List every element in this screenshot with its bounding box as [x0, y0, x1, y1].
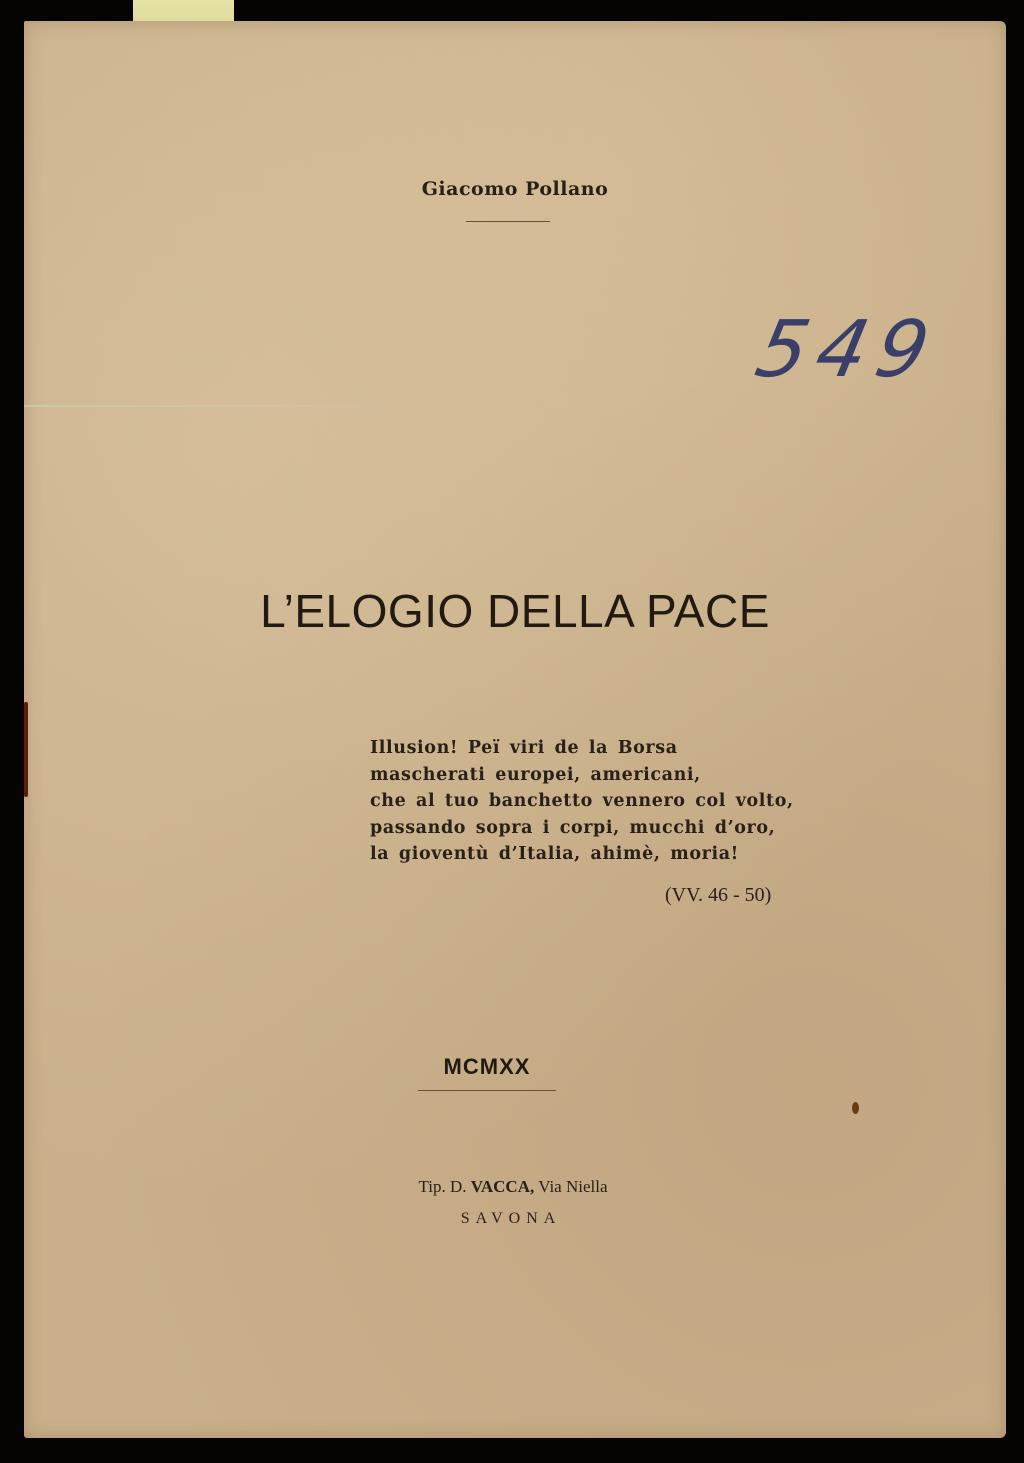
epigraph-reference: (VV. 46 - 50) [665, 884, 772, 906]
epigraph-line: passando sopra i corpi, mucchi d’oro, [370, 817, 776, 838]
author-name: Giacomo Pollano [421, 178, 609, 200]
fold-line [24, 405, 424, 407]
printer-address: Via Niella [538, 1177, 608, 1196]
publication-year: MCMXX [443, 1054, 531, 1079]
epigraph [370, 735, 794, 868]
document-page [24, 21, 1006, 1438]
year-divider [418, 1090, 556, 1091]
printer-name: VACCA, [470, 1177, 535, 1196]
epigraph-line: la gioventù d’Italia, ahimè, moria! [370, 844, 739, 864]
handwritten-catalog-number: 549 [748, 305, 947, 395]
binding-mark [24, 702, 28, 797]
author-divider [466, 221, 550, 222]
epigraph-line: che al tuo banchetto vennero col volto, [370, 791, 794, 811]
printer-line [24, 1177, 1006, 1197]
yellow-tab [133, 0, 234, 22]
printer-prefix: Tip. D. [418, 1177, 467, 1196]
epigraph-line: Illusion! Peï viri de la Borsa [370, 738, 678, 758]
epigraph-line: mascherati europei, americani, [370, 764, 701, 785]
page-title: L’ELOGIO DELLA PACE [260, 585, 770, 637]
paper-stain [852, 1102, 859, 1114]
publication-city: SAVONA [460, 1210, 562, 1227]
